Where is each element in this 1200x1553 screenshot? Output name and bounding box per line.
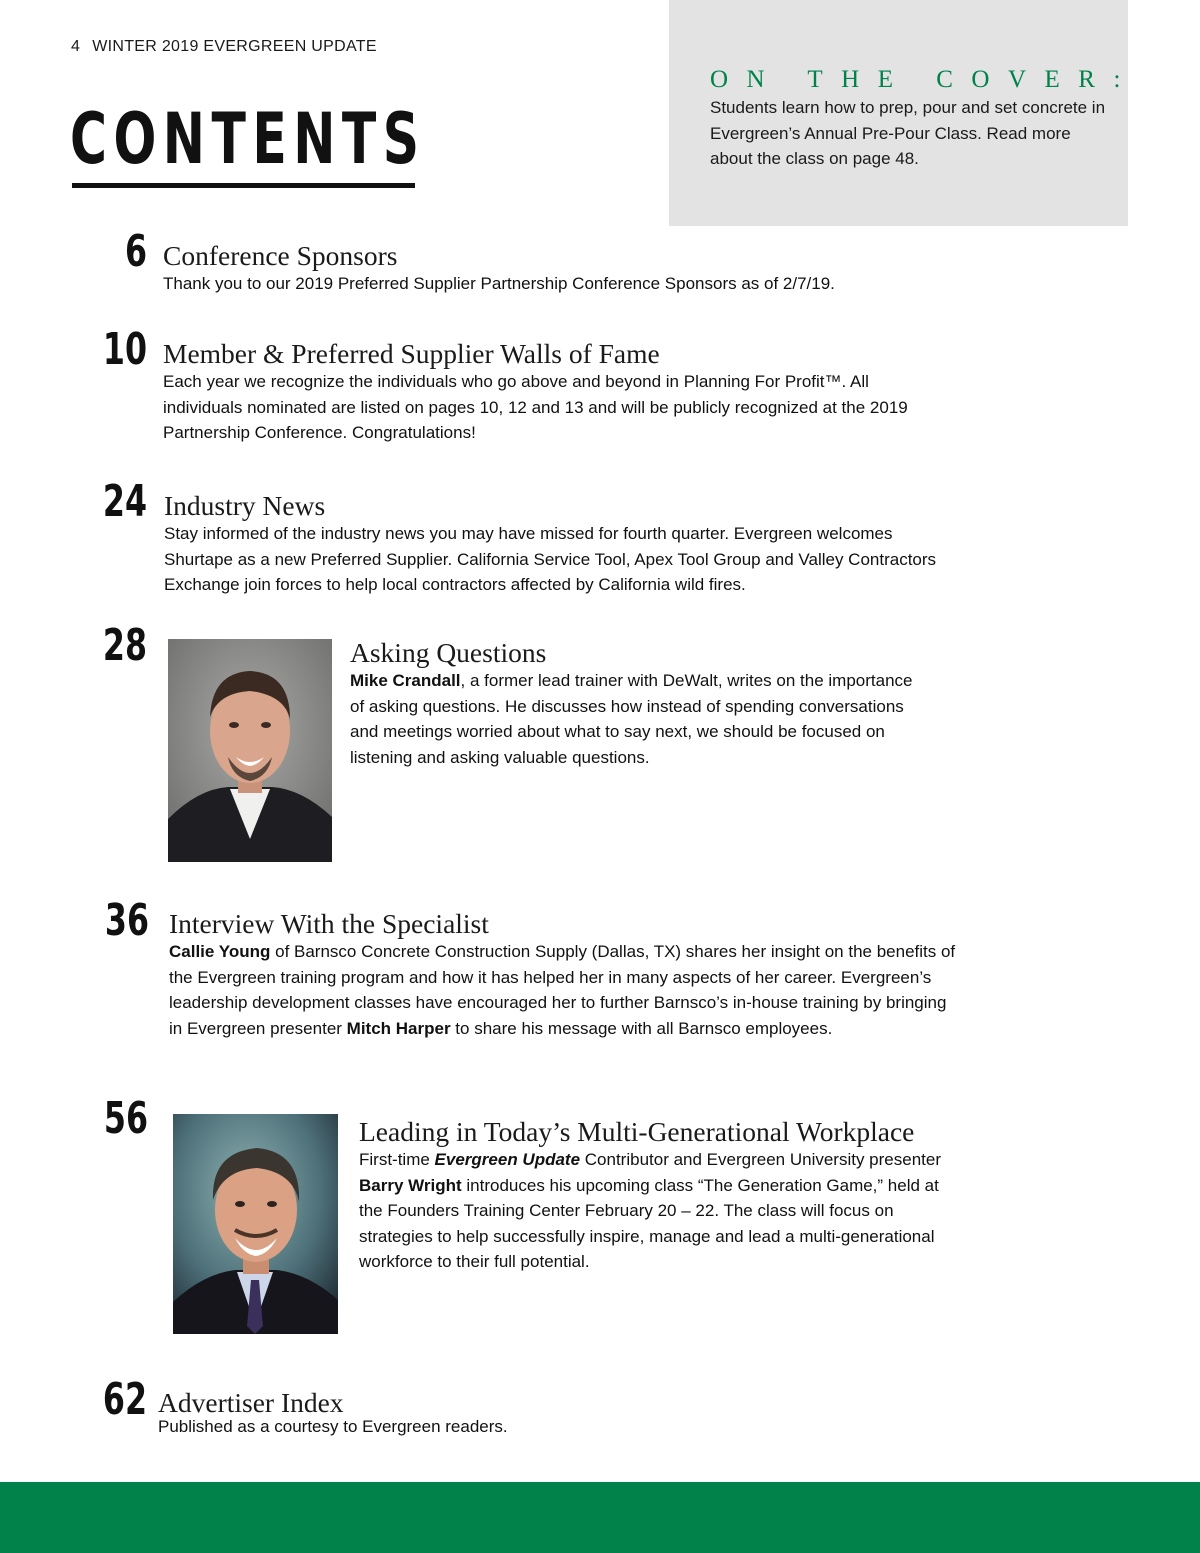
footer-green-bar — [0, 1482, 1200, 1553]
description-text: First-time — [359, 1150, 435, 1169]
description-text: of Barnsco Concrete Construction Supply (Dallas, TX) shares her insight on the benefits of the Evergreen training program and how it has helped her in many aspects of her career. Evergreen’s leadership development classes have encouraged her to further Barnsco’s in-house training by bringing in Evergreen presenter — [169, 942, 956, 1038]
page-header — [71, 38, 377, 56]
publication-name: WINTER 2019 EVERGREEN UPDATE — [92, 38, 377, 55]
portrait-image — [173, 1114, 338, 1334]
entry-description: Each year we recognize the individuals who go above and beyond in Planning For Profit™. All individuals nominated are listed on pages 10, 12 and 13 and will be publicly recognized at the 2019 Partnership Conference. Congratulations! — [163, 372, 908, 443]
cover-description: Students learn how to prep, pour and set concrete in Evergreen’s Annual Pre-Pour Class. Read more about the class on page 48. — [710, 98, 1106, 169]
entry-title[interactable]: Industry News — [164, 490, 326, 521]
page-number: 4 — [71, 38, 81, 55]
entry-page-number: 36 — [104, 895, 149, 946]
entry-description: Thank you to our 2019 Preferred Supplier Partnership Conference Sponsors as of 2/7/19. — [163, 274, 835, 293]
description-text: to share his message with all Barnsco employees. — [450, 1018, 833, 1038]
cover-heading: ON THE COVER: — [710, 66, 1139, 93]
entry-title[interactable]: Leading in Today’s Multi-Generational Workplace — [359, 1116, 915, 1147]
entry-description: Stay informed of the industry news you may have missed for fourth quarter. Evergreen welcomes Shurtape as a new Preferred Supplier. California Service Tool, Apex Tool Group and Valley Contractors Exchange join forces to help local contractors affected by California wild fires. — [164, 524, 937, 595]
entry-title[interactable]: Conference Sponsors — [163, 240, 398, 271]
presenter-name: Barry Wright — [359, 1175, 462, 1195]
author-photo-mike-crandall — [168, 639, 332, 862]
presenter-name: Mitch Harper — [346, 1018, 451, 1038]
entry-description — [350, 668, 920, 770]
title-underline — [72, 183, 415, 188]
entry-description — [169, 939, 959, 1041]
entry-description: Published as a courtesy to Evergreen readers. — [158, 1417, 508, 1436]
description-text: , a former lead trainer with DeWalt, writes on the importance of asking questions. He discusses how instead of spending conversations and meetings worried about what to say next, we should be focused on listening and asking valuable questions. — [350, 671, 913, 767]
description-text: Contributor and Evergreen University presenter — [580, 1150, 941, 1169]
publication-name-inline: Evergreen Update — [434, 1150, 581, 1169]
author-photo-barry-wright — [173, 1114, 338, 1334]
entry-page-number: 24 — [102, 476, 147, 527]
entry-page-number: 6 — [124, 226, 147, 277]
contents-title: CONTENTS — [70, 98, 426, 180]
entry-page-number: 56 — [103, 1093, 148, 1144]
interviewee-name: Callie Young — [169, 942, 271, 961]
entry-title[interactable]: Member & Preferred Supplier Walls of Fame — [163, 338, 660, 369]
portrait-image — [168, 639, 332, 862]
entry-title[interactable]: Interview With the Specialist — [169, 908, 489, 939]
entry-title[interactable]: Asking Questions — [350, 637, 547, 668]
entry-page-number: 10 — [102, 324, 147, 375]
on-the-cover-box — [669, 0, 1139, 226]
entry-description — [359, 1147, 959, 1275]
author-name: Mike Crandall — [350, 671, 461, 690]
entry-page-number: 62 — [102, 1374, 147, 1425]
description-text: introduces his upcoming class “The Generation Game,” held at the Founders Training Center February 20 – 22. The class will focus on strategies to help successfully inspire, manage and lead a multi-generational workforce to their full potential. — [359, 1175, 939, 1272]
entry-page-number: 28 — [102, 620, 147, 671]
entry-title[interactable]: Advertiser Index — [158, 1387, 344, 1418]
